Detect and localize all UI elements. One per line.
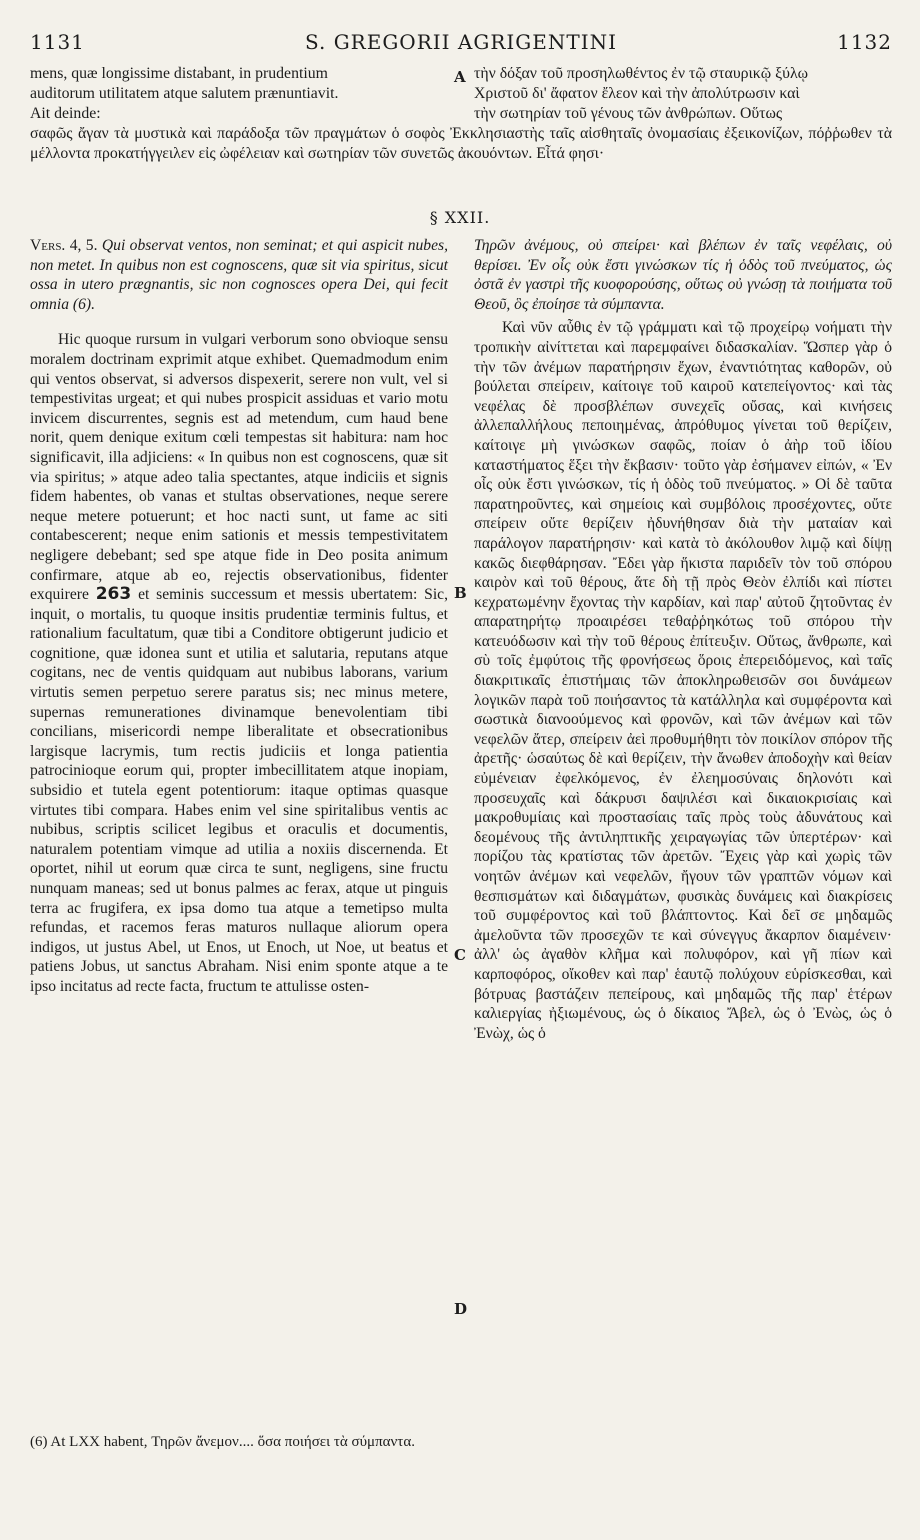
greek-verse: Τηρῶν ἀνέμους, οὐ σπείρει· καὶ βλέπων ἐν ταῖς νεφέλαις, οὐ θερίσει. Ἐν οἷς οὐκ ἔστι γινώσκων τίς ἡ ὁδὸς τοῦ πνεύματος, ὡς ὀστᾶ ἐν γαστρὶ τῆς κυοφορούσης, οὕτως οὐ γνώσῃ τὰ ποιήματα τοῦ Θεοῦ, ὃς ἐποίησε τὰ σύμπαντα. xyxy=(474,237,892,313)
latin-verse-text: Qui observat ventos, non seminat; et qui aspicit nubes, non metet. In quibus non est cognoscens, quæ sit via spiritus, sicut ossa in utero prægnantis, sic non cognosces opera Dei, qui fecit omnia (6). xyxy=(30,237,448,313)
footnote: (6) At LXX habent, Τηρῶν ἄνεμον.... ὅσα ποιήσει τὰ σύμπαντα. xyxy=(30,1434,415,1450)
intro-latin-line: Ait deinde: xyxy=(30,105,101,122)
margin-marker-d: D xyxy=(454,1300,468,1318)
greek-commentary: Καὶ νῦν αὖθις ἐν τῷ γράμματι καὶ τῷ προχείρῳ νοήματι τὴν τροπικὴν αἰνίττεται καὶ παρεμφαίνει διδασκαλίαν. Ὥσπερ γὰρ ὁ τὴν τῶν ἀνέμων παρατήρησιν ἔχων, ἐναντιότητας καθορῶν, οὐ βούλεται σπείρειν, καίτοιγε τοῦ καιροῦ κατεπείγοντος· καὶ τὰς νεφέλας δὲ προσβλέπων συνεχεῖς οὔσας, καὶ κινήσεις ἀλλεπαλλήλους πεποιημένας, ἀπρόθυμος γίνεται τοῦ θερίζειν, καίτοιγε μὴ γινώσκων σαφῶς, ποίαν ὁ ἀὴρ τοῦ ἰδίου καταστήματος ἕξει τὴν ἔκβασιν· τοῦτο γὰρ ἐσήμανεν εἰπών, « Ἐν οἷς οὐκ ἔστι γινώσκων, τίς ἡ ὁδὸς τοῦ πνεύματος. » Οἱ δὲ ταῦτα παρατηροῦντες, καὶ σημείοις καὶ συμβόλοις προσέχοντες, οὔτε σπείρειν οὔτε θερίζειν ἠδυνήθησαν διὰ τὴν ματαίαν καὶ παράλογον παρατήρησιν· καὶ κατὰ τὸ ἀκόλουθον λιμῷ καὶ δίψῃ κακῶς διεφθάρησαν. Ἔδει γὰρ ἥκιστα παριδεῖν τὸν τοῦ σπόρου καιρὸν καὶ τοῦ θέρους, ἅτε δὴ τῇ πρὸς Θεὸν ἐλπίδι καὶ πίστει κεχρατωμένην ἔχοντας τὴν καρδίαν, καὶ παρ' αὐτοῦ ζητοῦντας ἐν απαρατηρήτῳ προαιρέσει τεθαῤῥηκότως τοῦ σπόρου τὴν κατευόδωσιν καὶ τὴν τοῦ θέρους ἐπίτευξιν. Οὕτως, ἄνθρωπε, καὶ σὺ τοῖς ἐμφύτοις τῆς φρονήσεως ὅροις ἐπερειδόμενος, καὶ ταῖς διακριτικαῖς ἐπιστήμαις τῶν ἀποκληρωθεισῶν σοι δυνάμεων λογικῶν παρὰ τοῦ ποιήσαντος τὰ κατάλληλα καὶ συμφέροντα καὶ σωστικὰ διανοούμενος καὶ φρονῶν, καὶ τῶν ἀνέμων καὶ τῶν νεφελῶν ἄτερ, σπείρειν ἀεὶ προθυμήθητι τὸν ποικίλον σπόρον τῆς ἀρετῆς· ὡσαύτως δὲ καὶ θερίζειν, τὴν ἄνωθεν ἀποδοχὴν καὶ θείαν εὐμένειαν ἐφελκόμενος, ἐν ἐλεημοσύναις δηλονότι καὶ προσευχαῖς καὶ δάκρυσι δαψιλέσι καὶ δικαιοκρισίαις καὶ μακροθυμίαις καὶ προστασίαις ταῖς πρὸς τοὺς ἀδυνάτους καὶ δεομένους τῆς ἀντιληπτικῆς χειραγωγίας τῶν ὑπερτέρων· καὶ πορίζου τὰς κρατίστας τῶν ἀρετῶν. Ἔχεις γὰρ καὶ χωρὶς τῶν νοητῶν ἀνέμων καὶ νεφελῶν, ἤγουν τῶν γραπτῶν νόμων καὶ θεσπισμάτων καὶ διδαγμάτων, φυσικὰς δυνάμεις καὶ διακρίσεις τοῦ συμφέροντος καὶ τοῦ βλάπτοντος. Καὶ δεῖ σε μηδαμῶς ἀμελοῦντα τῶν προσεχῶν τε καὶ σύνεγγυς ἄκαρπον διαμένειν· ἀλλ' ὡς ἀγαθὸν κλῆμα καὶ πολυφόρον, καὶ γῆ πίων καὶ καρποφόρος, οἴκοθεν καὶ παρ' ἑαυτῷ πολύχουν εὑρίσκεσθαι, καὶ βότρυας βαστάζειν πεπείρους, καὶ μηδαμῶς τῆς παρ' ἑτέρων καλιεργίας ἠξιωμένους, ὡς ὁ δίκαιος Ἄβελ, ὡς ὁ Ἐνὼς, ὡς ὁ Ἐνὼχ, ὡς ὁ xyxy=(474,319,892,1042)
intro-latin-line: auditorum utilitatem atque salutem prænuntiavit. xyxy=(30,85,339,102)
intro-latin-line: mens, quæ longissime distabant, in prudentium xyxy=(30,65,328,82)
margin-marker-c: C xyxy=(454,946,466,964)
latin-commentary xyxy=(30,330,448,996)
latin-paragraph-part: et seminis successum et messis ubertatem: Sic, inquit, o mortalis, tu quoque insitis prudentiæ terminis fultus, et rationalium facultatum, quæ tibi a Conditore obtigerunt judicio et cognitione, quæ idonea sunt et utilia et salutaria, reputans atque cogitans, nec de ventis quidquam aut nubibus laborans, varium virtutis semen perpetuo serere paratus sis; nec minus metere, supernas remunerationes divinamque benevolentiam tibi concilians, misericordi nempe liberalitate et obsecrationibus largisque lacrymis, tum rectis judiciis et longa patientia patrocinioque eorum qui, propter imbecillitatem atque inopiam, subsidio et tutela egent potentiorum: itaque optimas quasque virtutes tibi compara. Habes enim vel sine spiritalibus ventis ac nubibus, scriptis scilicet legibus et oraculis et documentis, naturalem potentiam vimque ad utilia a noxiis discernenda. Et oportet, nihil ut eorum quæ circa te sunt, negligens, sine fructu nunquam maneas; sed ut bonus palmes ac ferax, atque ut pinguis terra ac frugifera, ex ipsa domo tua atque a temetipso multa refundas, et racemos feras maturos nullaque aliorum opera indigos, ut justus Abel, ut Enos, ut Enoch, ut Noe, ut beatus et patiens Jobus, ut sanctus Abraham. Nisi enim sponte atque a te ipso incitatus ad recte facta, fructum te attulisse osten- xyxy=(30,586,448,995)
margin-marker-a: A xyxy=(454,68,466,86)
section-heading: § XXII. xyxy=(429,208,491,227)
intro-row xyxy=(30,104,892,124)
page-number-right: 1132 xyxy=(837,30,892,54)
column-number: 263 xyxy=(95,584,132,605)
margin-marker-b: B xyxy=(454,584,467,602)
page-number-left: 1131 xyxy=(30,30,85,54)
latin-paragraph-part: Hic quoque rursum in vulgari verborum sono obvioque sensu moralem doctrinam exprimit atque exhibet. Quemadmodum enim qui ventos observat, si adversos dispexerit, serere non vult, vel si tempestivitas urgeat; et qui nubes prospicit assiduas et vario motu invicem discurrentes, segnis est ad metendum, cum haud bene norit, quem denique exitum cœli tempestas sit habitura: nam hoc significavit, illa adjiciens: « In quibus non est cognoscens, quæ sit via spiritus; » atque adeo talia spectantes, atque indiciis et signis fidem habentes, ob vanas et stultas observationes, neque serere neque metere potuerunt; et hoc nacti sunt, ut fame ac siti contabescerent; neque enim sationis et messis tempestivitatem negligere debebant; sed spe atque fide in Deo posita animum confirmare, atque ab eo, rejectis observationibus, fidenter exquirere xyxy=(30,331,448,604)
latin-verse xyxy=(30,236,448,314)
intro-row xyxy=(30,84,892,104)
latin-column xyxy=(30,236,448,997)
page-header xyxy=(30,30,892,58)
intro-greek-line: Χριστοῦ δι' ἄφατον ἔλεον καὶ τὴν ἀπολύτρωσιν καὶ xyxy=(474,85,800,102)
greek-column xyxy=(474,236,892,1043)
verse-label: Vers. 4, 5. xyxy=(30,237,98,254)
intro-greek-line: τὴν δόξαν τοῦ προσηλωθέντος ἐν τῷ σταυρικῷ ξύλῳ xyxy=(474,65,809,82)
intro-greek-full: σαφῶς ἄγαν τὰ μυστικὰ καὶ παράδοξα τῶν πραγμάτων ὁ σοφὸς Ἐκκλησιαστὴς ταῖς αἰσθηταῖς ὀνομασίαις ἐξεικονίζων, πόῤῥωθεν τὰ μέλλοντα προκατήγγειλεν εἰς ὠφέλειαν καὶ σωτηρίαν τῶν συνετῶς ἀκουόντων. Εἶτά φησι· xyxy=(30,125,892,162)
intro-greek-line: τὴν σωτηρίαν τοῦ γένους τῶν ἀνθρώπων. Οὕτως xyxy=(474,105,783,122)
running-title: S. GREGORII AGRIGENTINI xyxy=(304,30,618,54)
